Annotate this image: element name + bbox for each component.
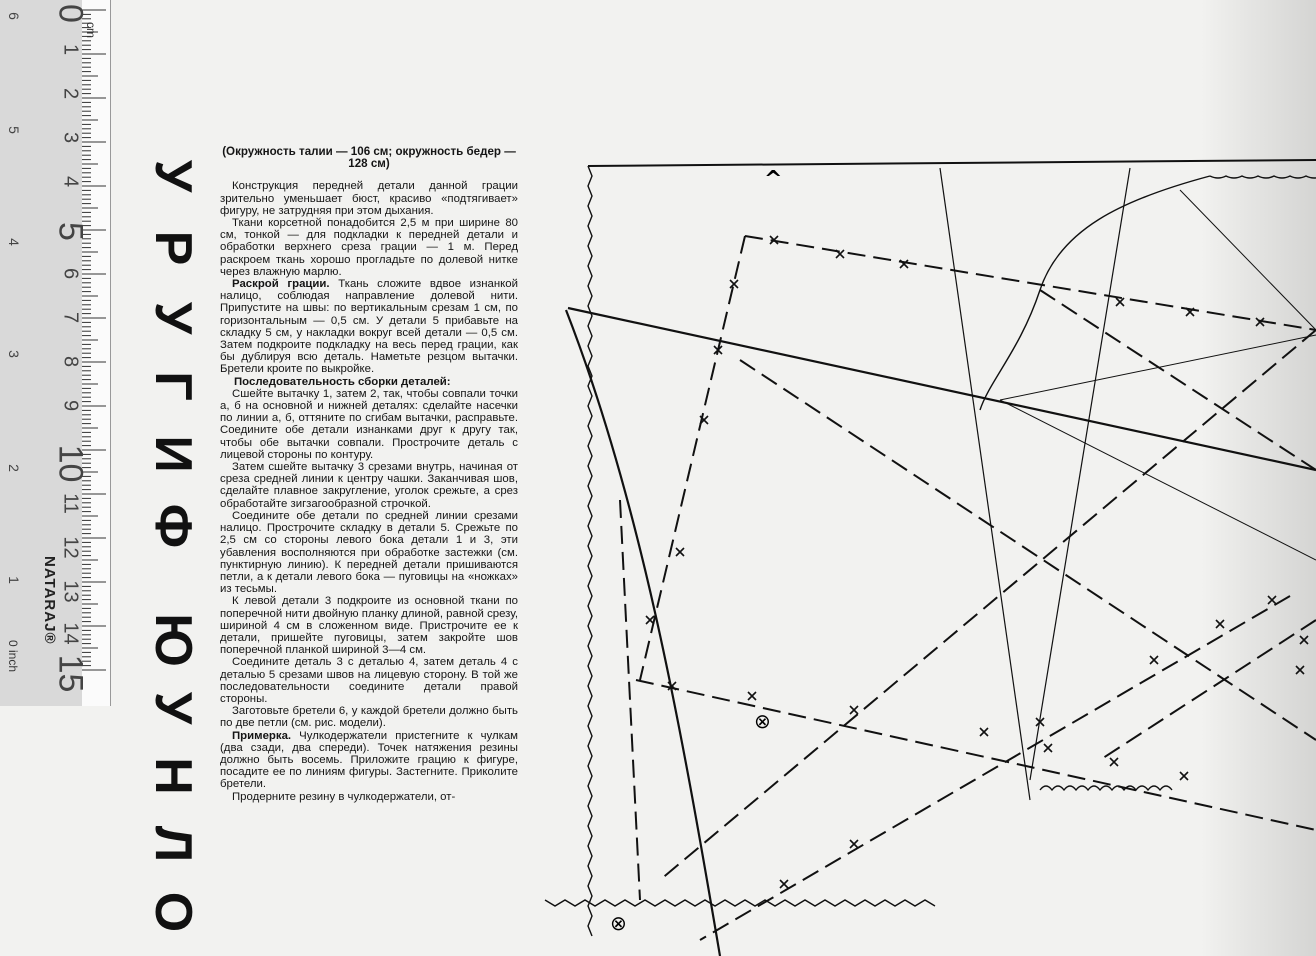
- ruler-inch-number: 2: [6, 464, 22, 472]
- pattern-dash-line: [700, 596, 1290, 940]
- pattern-dash-line: [660, 330, 1316, 880]
- ruler-cm-number: 7: [59, 311, 82, 324]
- pattern-button-mark: ⊗: [754, 709, 771, 733]
- assembly-paragraph: Затем сшейте вытачку 3 срезами внутрь, начиная от среза средней линии к центру чашки. Заканчивая шов, сделайте плавное закругление, уголок срежьте, а срез обработайте зигзагообразной строчкой.: [220, 461, 518, 510]
- ruler-inch-number: 1: [6, 576, 22, 584]
- pattern-left-zigzag-edge: [588, 166, 592, 936]
- heading-letter: Ю: [144, 613, 202, 667]
- cutting-text: Ткань сложите вдвое изнанкой налицо, соблюдая направление долевой нити. Припустите на швы: по вертикальным срезам 1 см, по горизонтальным — 0,5 см. У детали 5 прибавьте на складку 5 см, у накладки вокруг всей детали — 0,5 см. Затем подкроите подкладку на весь перед грации, как бы дублируя всю деталь. Наметьте резцом вытачки. Бретели кроите по выкройке.: [220, 278, 518, 376]
- pattern-dash-line: [740, 360, 1316, 740]
- ruler-cm-number: 4: [59, 175, 82, 188]
- last-line: Продерните резину в чулкодержатели, от-: [232, 790, 456, 803]
- pattern-cross-marks: [646, 236, 1308, 888]
- pattern-thin-line: [1180, 190, 1316, 330]
- assembly-paragraph: Заготовьте бретели 6, у каждой бретели должно быть по две петли (см. рис. модели).: [220, 705, 518, 730]
- pattern-notch-mark: ^: [764, 167, 783, 192]
- fitting-text: Чулкодержатели пристегните к чулкам (два сзади, два спереди). Точек натяжения резины должно быть восемь. Приложите грацию к фигуре, посадите ее по линиям фигуры. Застегните. Приколите бретели.: [220, 729, 518, 791]
- cutting-title: Раскрой грации.: [232, 278, 330, 291]
- assembly-paragraph: Соедините обе детали по средней линии срезами налицо. Прострочите складку в детали 5. Срежьте по 2,5 см со стороны левого бока детали 1 и 3, эти убавления восполняются при обработке застежки (см. пунктирную линию). К передней детали пришиваются петли, а к детали левого бока — пуговицы на «ножках» из тесьмы.: [220, 509, 518, 596]
- pattern-dash-line: [620, 500, 640, 900]
- article-paragraph: Конструкция передней детали данной грации зрительно уменьшает бюст, красиво «подтягивает» фигуру, не затрудняя при этом дыхания.: [220, 180, 518, 217]
- pattern-button-mark: ⊗: [610, 911, 627, 935]
- pattern-dash-line: [1040, 290, 1316, 470]
- pattern-scallop-line: [1040, 786, 1172, 790]
- pattern-top-edge: [588, 160, 1316, 166]
- measurements-note: (Окружность талии — 106 см; окружность бедер — 128 см): [222, 145, 516, 171]
- ruler-cm-number: 6: [59, 267, 82, 280]
- heading-letter: И: [144, 435, 202, 473]
- pattern-wavy-curve: [1210, 176, 1316, 178]
- assembly-paragraph: К левой детали 3 подкроите из основной ткани по поперечной нити двойную планку длиной, равной срезу, шириной 4 см в сложенном виде. Пристрочите ее к детали, пришейте пуговицы, затем закройте шов поперечной планкой шириной 3—4 см.: [220, 595, 518, 657]
- ruler-cm-number: 13: [59, 580, 82, 603]
- heading-letter: Р: [144, 230, 202, 266]
- ruler-inch-label: 0 inch: [6, 640, 20, 673]
- heading-letter: Н: [144, 757, 202, 795]
- heading-letter: У: [144, 159, 202, 193]
- ruler-cm-number: 9: [59, 399, 82, 412]
- ruler-inch-number: 4: [6, 238, 22, 246]
- ruler-cm-number: 8: [59, 355, 82, 368]
- ruler-brand: NATARAJ®: [41, 556, 58, 645]
- pattern-lower-zigzag-curve: [545, 900, 935, 906]
- pattern-diagonal-line: [568, 308, 1316, 470]
- assembly-paragraph: Сшейте вытачку 1, затем 2, так, чтобы совпали точки а, б на основной и нижней деталях: сделайте насечки по линии а, б, оттяните по сгибам вытачки, расправьте. Соедините обе детали изнанками друг к другу так, чтобы обе вытачки совпали. Прострочите деталь с лицевой стороны по контуру.: [220, 387, 518, 461]
- pattern-guide-line: [940, 168, 1030, 800]
- ruler-inch-number: 3: [6, 350, 22, 358]
- ruler-cm-number: 2: [59, 87, 82, 100]
- ruler-cm-number: 14: [59, 622, 82, 645]
- ruler-inch-number: 6: [6, 12, 22, 20]
- heading-letter: У: [144, 301, 202, 335]
- pattern-guide-line: [1030, 168, 1130, 780]
- heading-letter: У: [144, 691, 202, 725]
- heading-letter: Ф: [144, 503, 202, 549]
- pattern-dash-line: [1100, 620, 1316, 760]
- ruler-cm-number: 12: [59, 536, 82, 559]
- ruler-unit-label: cm: [84, 22, 98, 38]
- heading-letter: Г: [144, 371, 202, 401]
- ruler-cm-number: 10: [51, 444, 90, 483]
- ruler-cm-number: 11: [59, 493, 82, 514]
- ruler-cm-number: 15: [51, 654, 90, 693]
- heading-letter: О: [144, 891, 202, 933]
- pattern-dash-line: [636, 680, 1316, 830]
- pattern-thin-line: [1000, 400, 1316, 560]
- ruler-cm-number: 1: [59, 43, 82, 56]
- assembly-title: Последовательность сборки деталей:: [234, 375, 451, 388]
- fitting-title: Примерка.: [232, 729, 292, 742]
- ruler-cm-number: 0: [51, 4, 90, 23]
- ruler-cm-number: 5: [51, 222, 90, 241]
- article-paragraph: Ткани корсетной понадобится 2,5 м при ширине 80 см, тонкой — для подкладки к передней детали и обработки верхнего среза грации — 1 м. Перед раскроем ткань хорошо прогладьте по долевой нитке через влажную марлю.: [220, 217, 518, 278]
- ruler-cm-number: 3: [59, 131, 82, 144]
- ruler-inch-number: 5: [6, 126, 22, 134]
- heading-letter: Л: [144, 825, 202, 863]
- assembly-paragraph: Соедините деталь 3 с деталью 4, затем деталь 4 с деталью 5 срезами швов на лицевую сторону. В той же последовательности соедините детали правой стороны.: [220, 656, 518, 705]
